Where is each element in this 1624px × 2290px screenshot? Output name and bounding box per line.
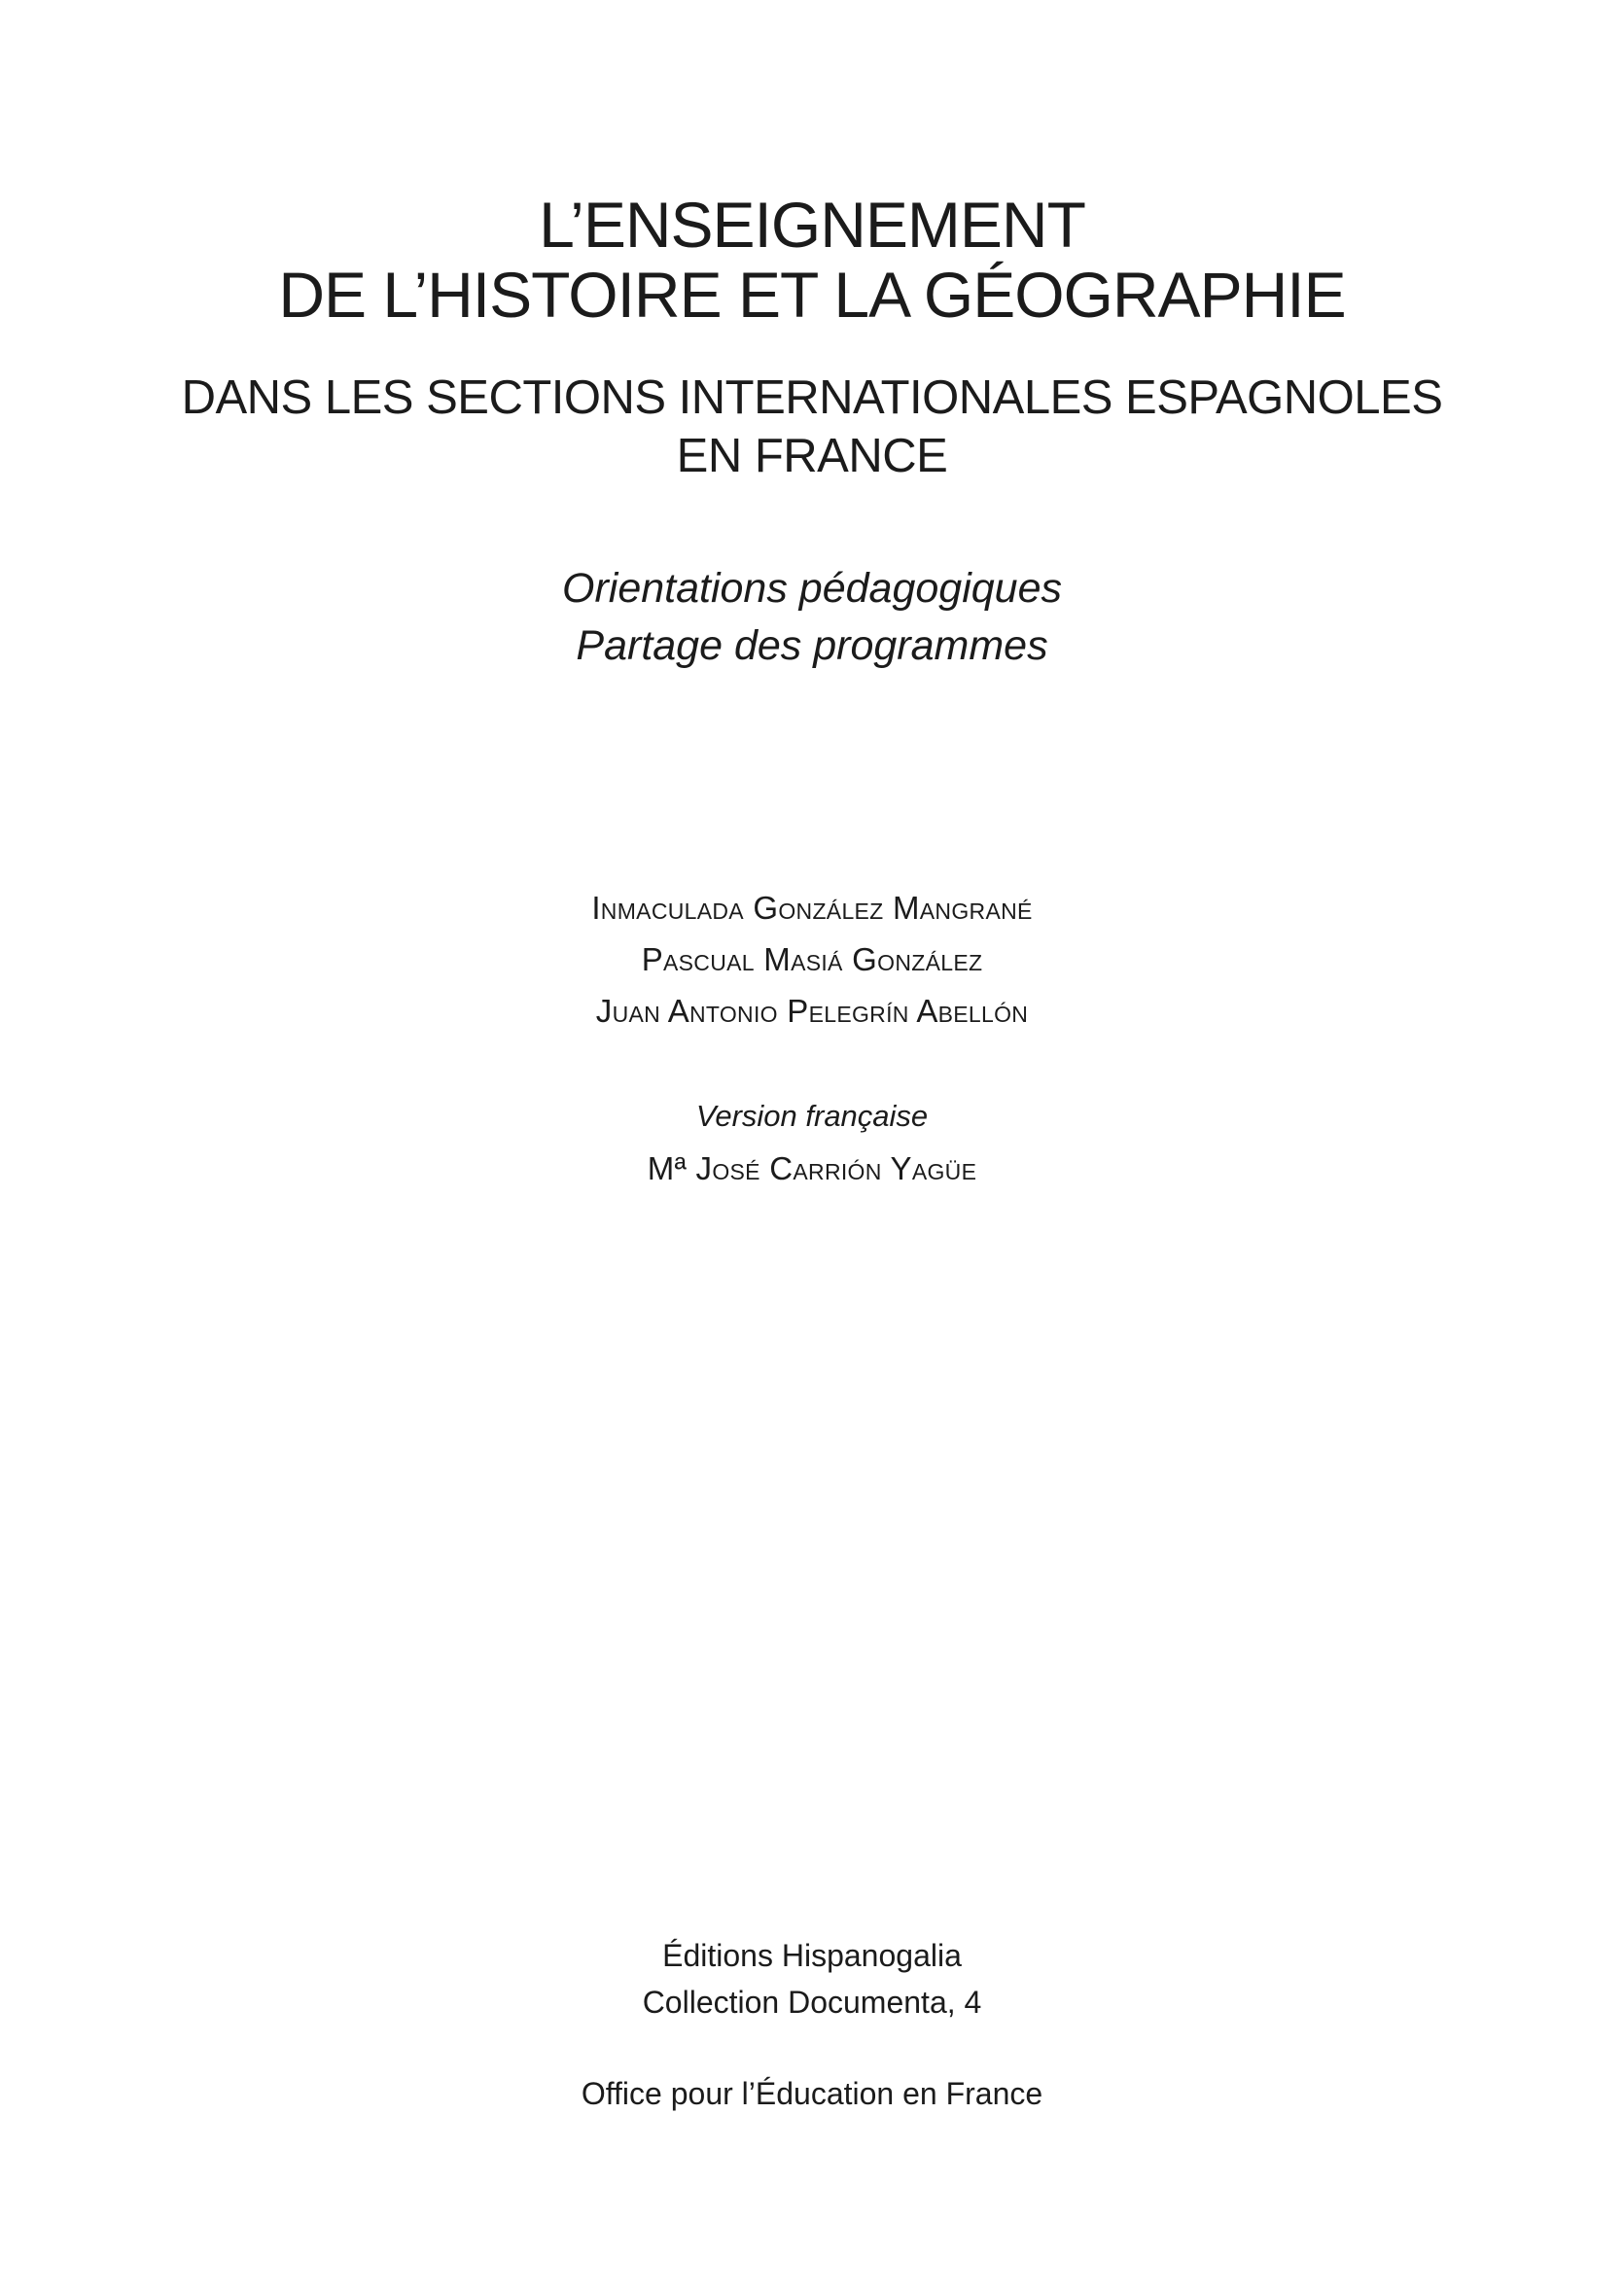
subtitle-line-2: EN FRANCE [676, 430, 948, 482]
author-name: Inmaculada González Mangrané [591, 890, 1033, 926]
title-line-2: DE L’HISTOIRE ET LA GÉOGRAPHIE [278, 259, 1346, 331]
author-name: Juan Antonio Pelegrín Abellón [595, 993, 1029, 1029]
title-line-1: L’ENSEIGNEMENT [539, 189, 1085, 261]
publisher-edition: Éditions Hispanogalia [662, 1938, 962, 1973]
translation-label: Version française [695, 1099, 929, 1133]
orientations-line: Orientations pédagogiques [562, 565, 1062, 612]
subtitle-line-1: DANS LES SECTIONS INTERNATIONALES ESPAGNOLES [181, 371, 1443, 424]
programmes-line: Partage des programmes [576, 622, 1048, 669]
publisher-collection: Collection Documenta, 4 [642, 1985, 982, 2020]
publisher-office: Office pour l’Éducation en France [581, 2076, 1043, 2111]
author-name: Pascual Masiá González [641, 941, 983, 977]
translator-name: Mª José Carrión Yagüe [647, 1150, 977, 1186]
